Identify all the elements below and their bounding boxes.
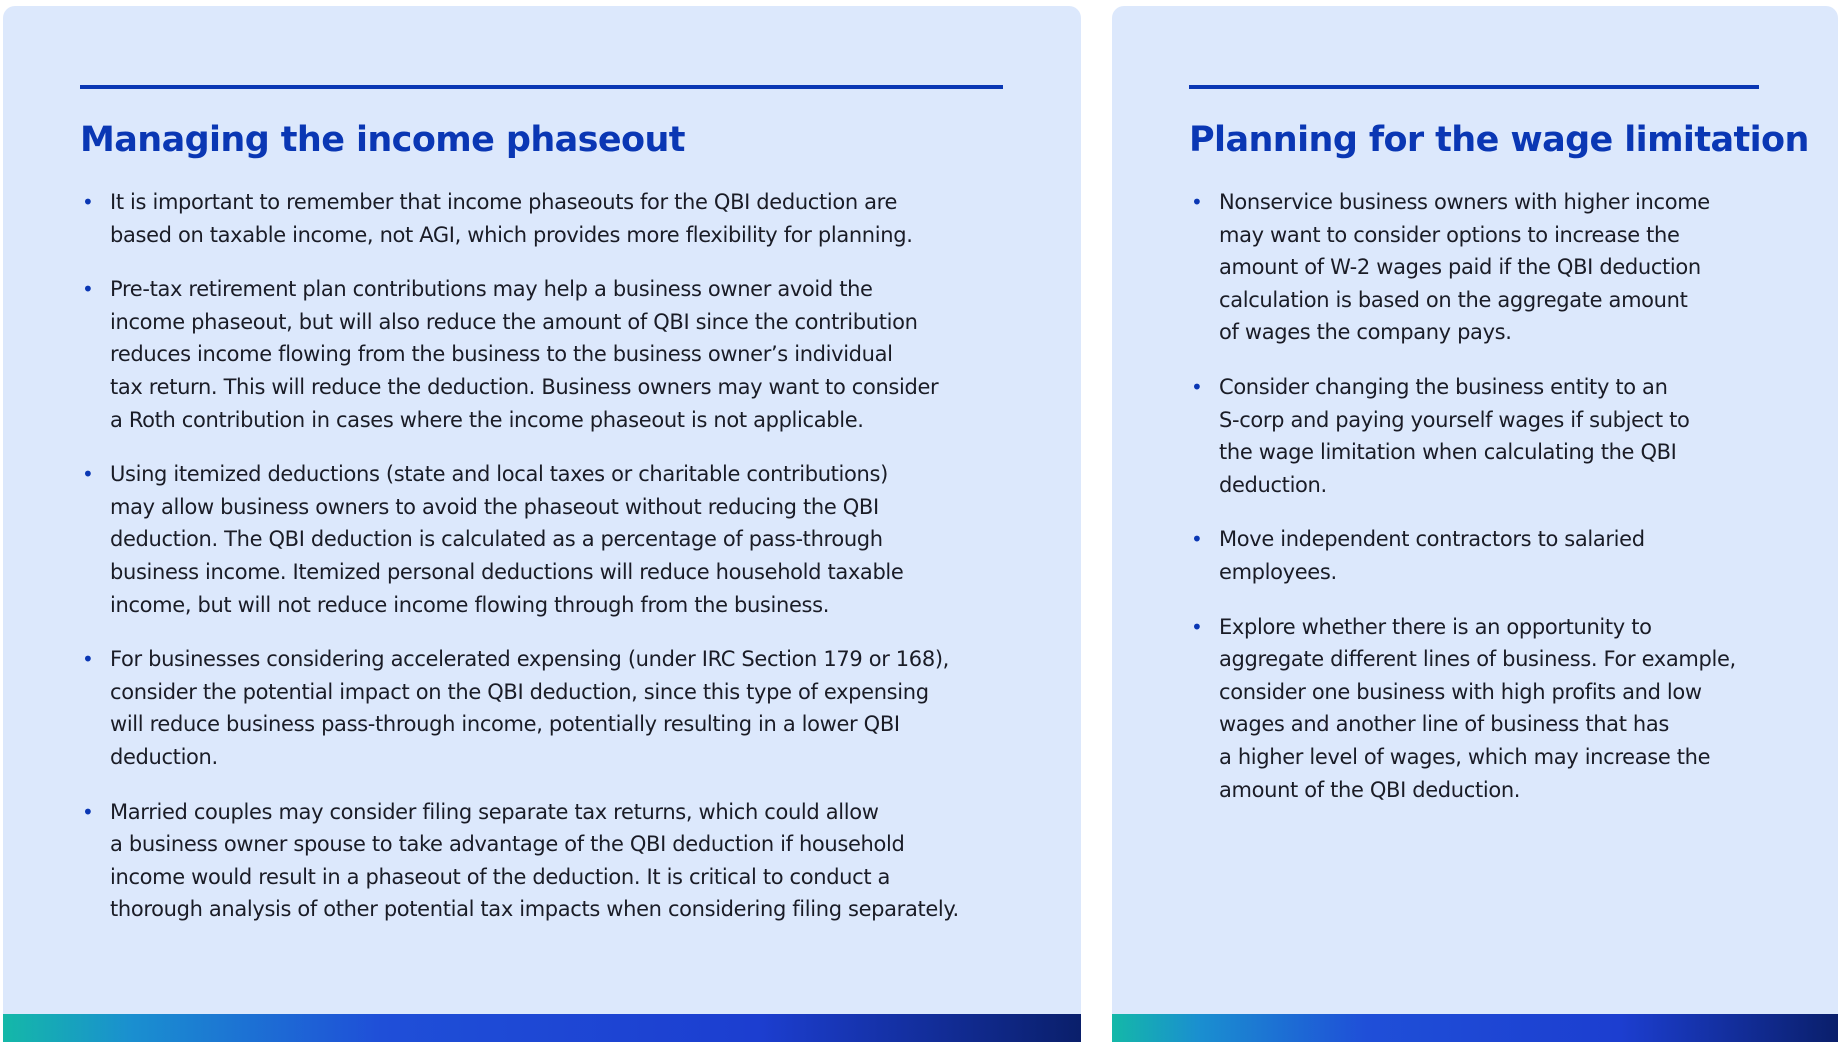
text-line: employees. (1219, 559, 1337, 584)
list-item (80, 186, 1040, 251)
text-line: Explore whether there is an opportunity to (1219, 614, 1652, 639)
text-line: S-corp and paying yourself wages if subject to (1219, 407, 1690, 432)
list-item (80, 458, 1040, 621)
text-line: of wages the company pays. (1219, 320, 1512, 345)
text-line: deduction. (110, 744, 218, 769)
bullet-icon: • (1191, 614, 1203, 639)
list-item (80, 796, 1040, 926)
text-line: amount of the QBI deduction. (1219, 777, 1521, 802)
list-item-text (1219, 371, 1809, 501)
list-item-text (110, 796, 1040, 926)
bullet-list (1189, 186, 1809, 828)
gradient-footer-bar (1112, 1014, 1838, 1042)
bullet-icon: • (82, 277, 94, 302)
text-line: calculation is based on the aggregate amount (1219, 287, 1688, 312)
bullet-icon: • (1191, 527, 1203, 552)
text-line: amount of W-2 wages paid if the QBI deduction (1219, 255, 1701, 280)
text-line: income phaseout, but will also reduce the amount of QBI since the contribution (110, 309, 918, 334)
list-item-text (1219, 611, 1809, 807)
text-line: Using itemized deductions (state and local taxes or charitable contributions) (110, 462, 888, 487)
text-line: business income. Itemized personal deductions will reduce household taxable (110, 559, 904, 584)
list-item (1189, 186, 1809, 349)
text-line: income, but will not reduce income flowing through from the business. (110, 592, 830, 617)
gradient-footer-bar (3, 1014, 1081, 1042)
list-item (1189, 523, 1809, 588)
text-line: income would result in a phaseout of the deduction. It is critical to conduct a (110, 864, 891, 889)
text-line: Nonservice business owners with higher income (1219, 190, 1710, 214)
text-line: the wage limitation when calculating the QBI (1219, 440, 1677, 465)
list-item (1189, 611, 1809, 807)
bullet-icon: • (82, 190, 94, 214)
text-line: Move independent contractors to salaried (1219, 527, 1645, 552)
text-line: consider one business with high profits and low (1219, 679, 1702, 704)
bullet-icon: • (82, 799, 94, 824)
list-item (80, 273, 1040, 436)
header-rule (1189, 85, 1759, 89)
text-line: For businesses considering accelerated expensing (under IRC Section 179 or 168), (110, 647, 949, 672)
text-line: deduction. (1219, 472, 1327, 497)
text-line: aggregate different lines of business. For example, (1219, 647, 1736, 672)
text-line: deduction. The QBI deduction is calculated as a percentage of pass-through (110, 527, 883, 552)
text-line: thorough analysis of other potential tax impacts when considering filing separately. (110, 897, 959, 922)
text-line: based on taxable income, not AGI, which provides more flexibility for planning. (110, 222, 913, 247)
text-line: tax return. This will reduce the deduction. Business owners may want to consider (110, 374, 939, 399)
text-line: will reduce business pass-through income, potentially resulting in a lower QBI (110, 712, 900, 737)
list-item-text (1219, 523, 1809, 588)
bullet-list (80, 186, 1040, 948)
list-item-text (110, 643, 1040, 773)
panel-title: Managing the income phaseout (80, 120, 685, 160)
text-line: Married couples may consider filing separate tax returns, which could allow (110, 799, 879, 824)
bullet-icon: • (82, 462, 94, 487)
text-line: It is important to remember that income phaseouts for the QBI deduction are (110, 190, 898, 214)
list-item-text (110, 273, 1040, 436)
text-line: a higher level of wages, which may increase the (1219, 744, 1711, 769)
wage-limitation-panel (1112, 6, 1838, 1042)
text-line: a Roth contribution in cases where the income phaseout is not applicable. (110, 407, 864, 432)
list-item (1189, 371, 1809, 501)
panel-title: Planning for the wage limitation (1189, 120, 1809, 160)
text-line: may allow business owners to avoid the phaseout without reducing the QBI (110, 494, 879, 519)
list-item-text (110, 458, 1040, 621)
income-phaseout-panel (3, 6, 1081, 1042)
bullet-icon: • (82, 647, 94, 672)
text-line: reduces income flowing from the business to the business owner’s individual (110, 342, 893, 367)
list-item-text (110, 186, 1040, 251)
header-rule (80, 85, 1003, 89)
list-item-text (1219, 186, 1809, 349)
text-line: wages and another line of business that has (1219, 712, 1669, 737)
text-line: consider the potential impact on the QBI deduction, since this type of expensing (110, 679, 929, 704)
text-line: Consider changing the business entity to an (1219, 374, 1668, 399)
bullet-icon: • (1191, 190, 1203, 214)
text-line: Pre-tax retirement plan contributions may help a business owner avoid the (110, 277, 873, 302)
text-line: may want to consider options to increase the (1219, 222, 1680, 247)
list-item (80, 643, 1040, 773)
text-line: a business owner spouse to take advantage of the QBI deduction if household (110, 832, 905, 857)
bullet-icon: • (1191, 374, 1203, 399)
